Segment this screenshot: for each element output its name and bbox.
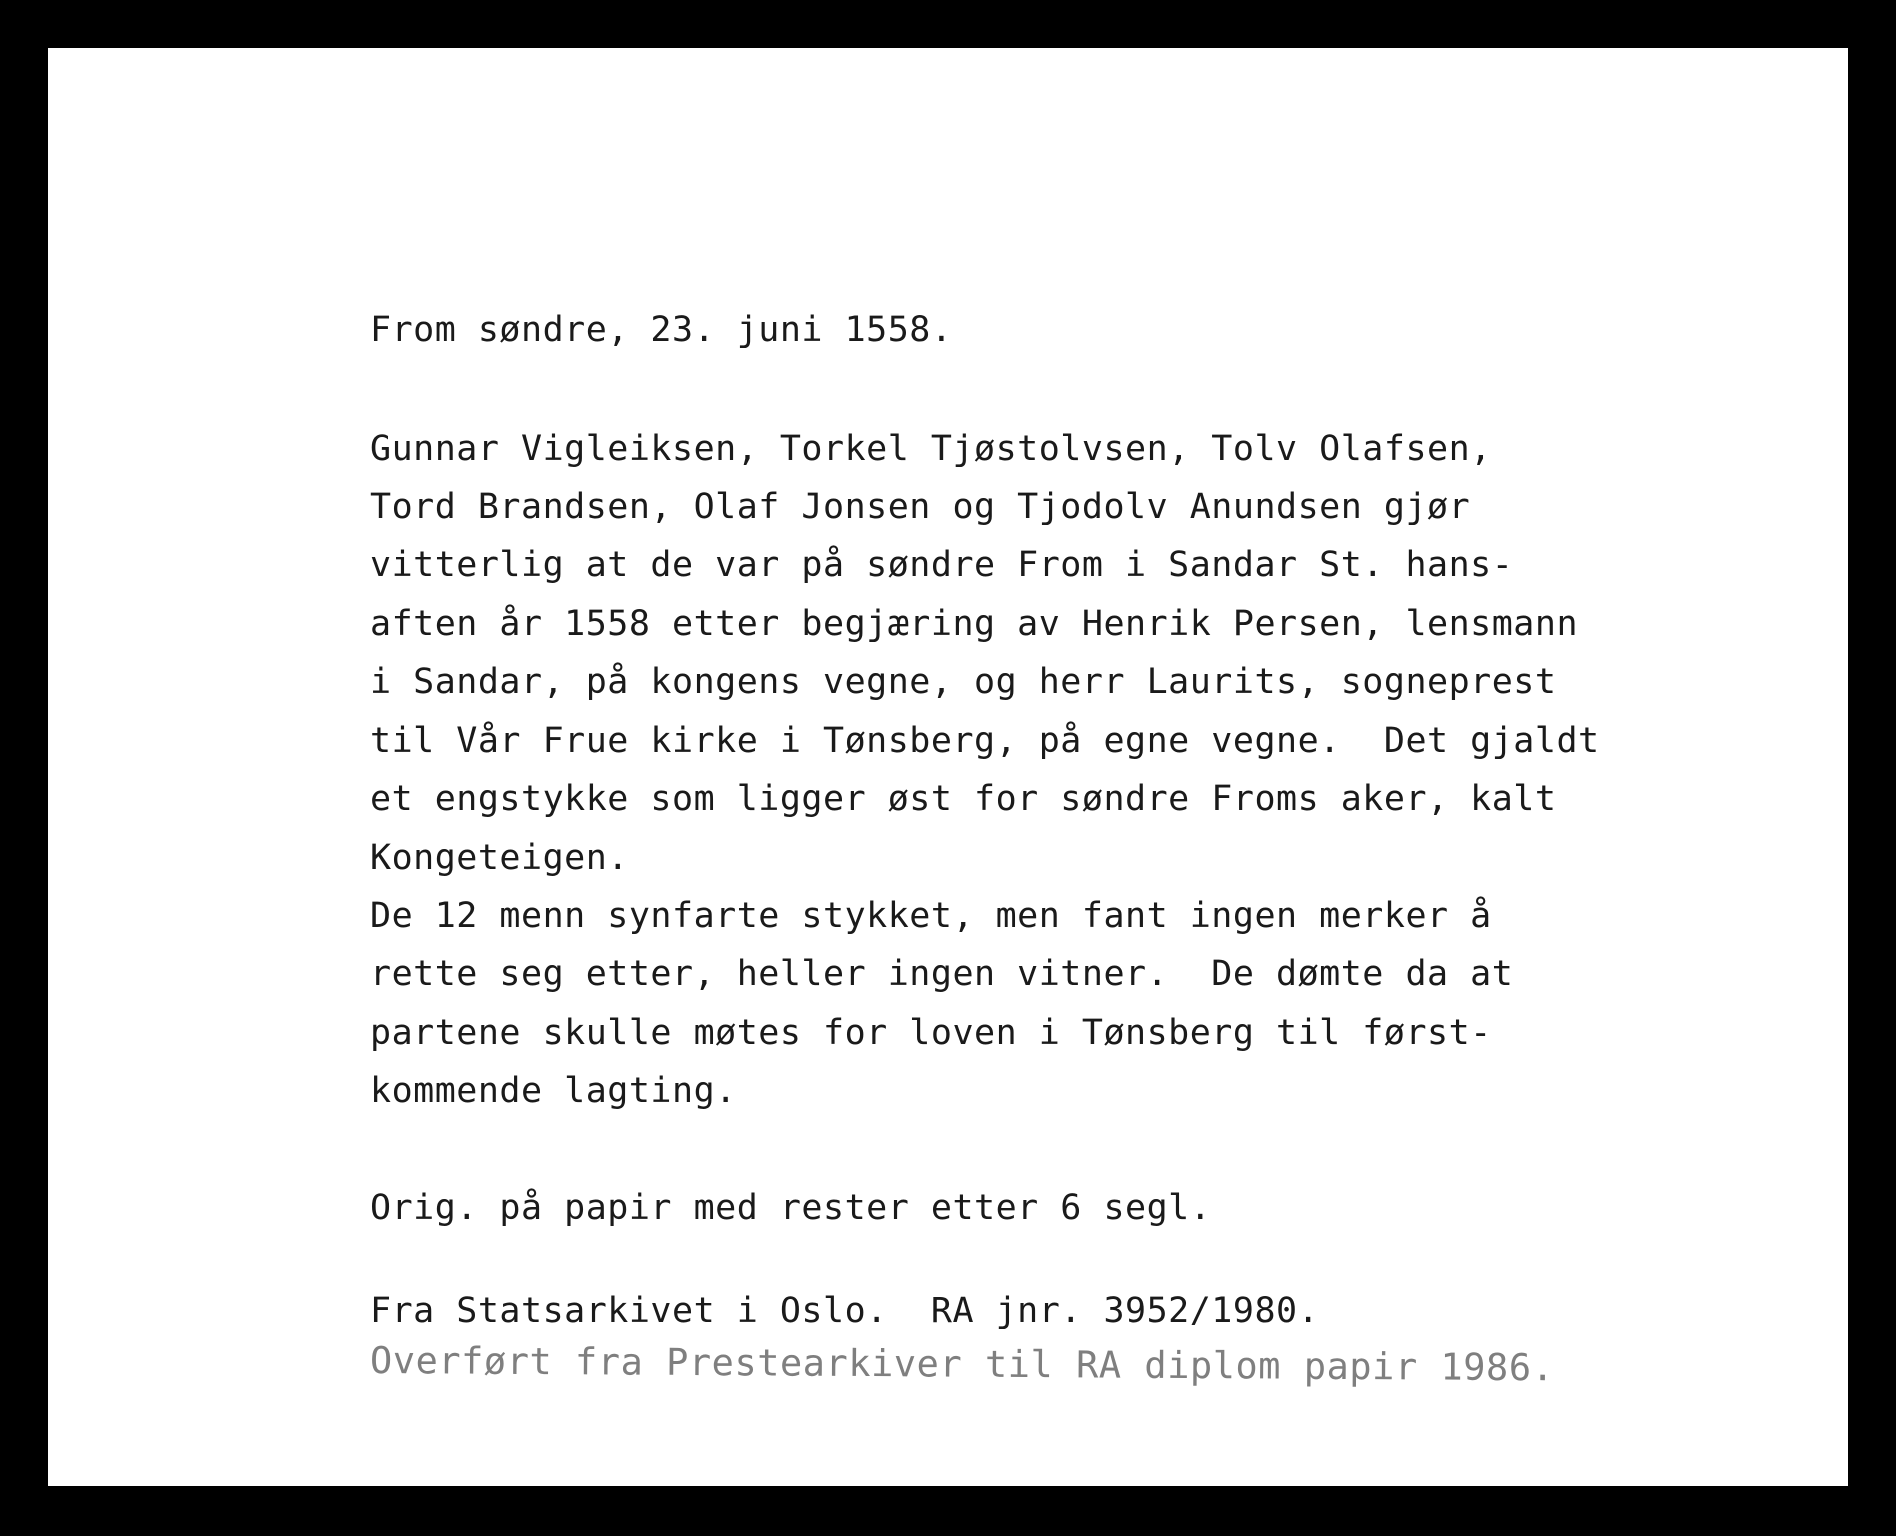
body-line: aften år 1558 etter begjæring av Henrik Persen, lensmann xyxy=(370,604,1579,644)
transfer-stamp: Overført fra Prestearkiver til RA diplom papir 1986. xyxy=(369,1339,1555,1390)
body-line: i Sandar, på kongens vegne, og herr Laurits, sogneprest xyxy=(370,662,1557,702)
body-line: partene skulle møtes for loven i Tønsberg til først- xyxy=(370,1013,1492,1053)
body-line: kommende lagting. xyxy=(370,1071,737,1111)
source-line: Fra Statsarkivet i Oslo. RA jnr. 3952/1980. xyxy=(370,1291,1320,1331)
body-line: De 12 menn synfarte stykket, men fant ingen merker å xyxy=(370,896,1492,936)
body-line: rette seg etter, heller ingen vitner. De dømte da at xyxy=(370,954,1514,994)
body-line: Gunnar Vigleiksen, Torkel Tjøstolvsen, Tolv Olafsen, xyxy=(370,429,1492,469)
body-line: Tord Brandsen, Olaf Jonsen og Tjodolv Anundsen gjør xyxy=(370,487,1471,527)
body-line: til Vår Frue kirke i Tønsberg, på egne vegne. Det gjaldt xyxy=(370,721,1600,761)
original-note: Orig. på papir med rester etter 6 segl. xyxy=(370,1188,1212,1228)
document-heading: From søndre, 23. juni 1558. xyxy=(370,310,953,350)
body-line: et engstykke som ligger øst for søndre Froms aker, kalt xyxy=(370,779,1557,819)
document-card xyxy=(48,48,1848,1486)
body-line: Kongeteigen. xyxy=(370,838,629,878)
body-line: vitterlig at de var på søndre From i Sandar St. hans- xyxy=(370,545,1514,585)
